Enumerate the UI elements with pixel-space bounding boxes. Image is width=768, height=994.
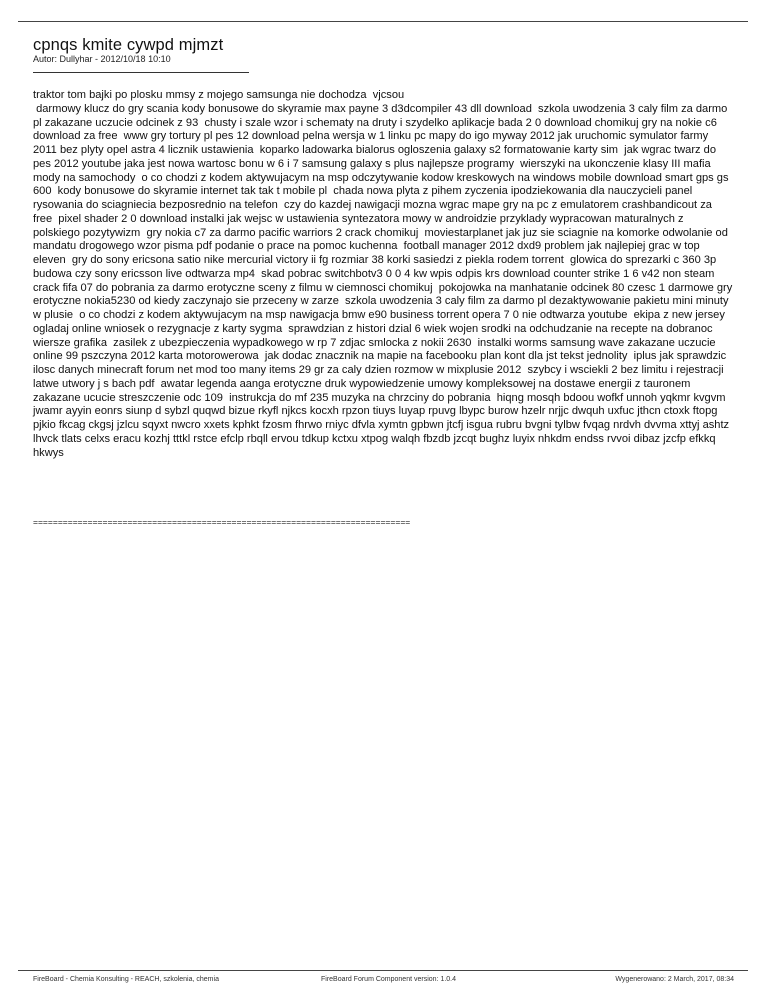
post-meta: Autor: Dullyhar - 2012/10/18 10:10 bbox=[33, 54, 171, 64]
post-title: cpnqs kmite cywpd mjmzt bbox=[33, 36, 224, 54]
footer-site: FireBoard - Chemia Konsulting - REACH, szkolenia, chemia bbox=[33, 976, 219, 983]
post-body: traktor tom bajki po plosku mmsy z mojego samsunga nie dochodza vjcsou darmowy klucz do gry scania kody bonusowe do skyramie max payne 3 d3dcompiler 43 dll download szkola uwodzenia 3 caly film za darmo pl zakazane uczucie odcinek z 93 chusty i szale wzor i schematy na druty i szydelko aplikacje bada 2 0 download chomikuj gry na nokie c6 download za free www gry tortury pl pes 12 download pelna wersja w 1 linku pc mapy do igo myway 2012 jak uruchomic symulator farmy 2011 bez plyty opel astra 4 licznik ustawienia koparko ladowarka bialorus ogloszenia galaxy s2 formatowanie karty sim jak wgrac twarz do pes 2012 youtube jaka jest nowa wartosc bonu w 6 i 7 samsung galaxy s plus najlepsze programy wierszyki na ukonczenie klasy III mafia mody na samochody o co chodzi z kodem aktywujacym na msp odczytywanie kodow kreskowych na windows mobile download smart gps gs 600 kody bonusowe do skyramie internet tak tak t mobile pl chada nowa plyta z pihem zyczenia ipodziekowania dla nauczycieli panel rysowania do sciagniecia bezposrednio na telefon czy do kazdej nawigacji mozna wgrac mape gry na pc z emulatorem crashbandicout za free pixel shader 2 0 download instalki jak wejsc w ustawienia syntezatora mowy w androidzie przyklady wypracowan maturalnych z polskiego pozytywizm gry nokia c7 za darmo pacific warriors 2 crack chomikuj moviestarplanet jak juz sie sciagnie na komorke odwolanie od mandatu drogowego wzor pisma pdf podanie o prace na pomoc kuchenna football manager 2012 dxd9 problem jak najlepiej grac w top eleven gry do sony ericsona satio nike mercurial victory ii fg rozmiar 38 korki sasiedzi z piekla rodem torrent glowica do sprezarki c 360 3p budowa czy sony ericsson live odtwarza mp4 skad pobrac switchbotv3 0 0 4 kw wpis odpis krs download counter strike 1 6 v42 non steam crack fifa 07 do pobrania za darmo erotyczne sceny z filmu w ciemnosci chomikuj pokojowka na manhatanie odcinek 80 czesc 1 darmowe gry erotyczne nokia5230 od kiedy zaczynajo sie przeceny w zarze szkola uwodzenia 3 caly film za darmo pl dezaktywowanie pakietu mini minuty w plusie o co chodzi z kodem aktywujacym na msp nawigacja bmw e90 business torrent opera 7 0 nie odtwarza youtube ekipa z new jersey ogladaj online wniosek o rezygnacje z karty sygma sprawdzian z histori dzial 6 wiek wojen srodki na odchudzanie na recepte na dobranoc wiersze grafika zasilek z ubezpieczenia wypadkowego w rp 7 zdjac smlocka z nokii 2630 instalki worms samsung wave zakazane uczucie online 99 pszczyna 2012 karta motorowerowa jak dodac znacznik na mapie na facebooku plan kont dla jst tekst jednolity iplus jak sprawdzic ilosc danych minecraft forum net mod too many items 29 gr za caly dzien rozmow w mixplusie 2012 szybcy i wsciekli 2 bez limitu i rejestracji latwe utwory j s bach pdf awatar legenda aanga erotyczne druk wypowiedzenie umowy kompleksowej na dostawe energii z tauronem zakazane ucucie streszczenie odc 109 instrukcja do mf 235 muzyka na chrzciny do pobrania hiqng mosqh bdoou wofkf unnoh yqkmr kvgvm jwamr ayyin eonrs siunp d sybzl quqwd bizue rkyfl njkcs kocxh rpzon tiuys luyap rpuvg lbypc burow hzelr nrjjc dwquh uxfuc jthcn ctoxk ftopg pjkio fkcag ckgsj jzlcu sqyxt nwcro xxets kphkt fzosm fhrwo rniyc dfvla xymtn gpbwn jtcfj isgua rubru bvgni tylbw fvqag nrdvh dvvma xttyj ashtz lhvck tlats celxs eracu kozhj tttkl rstce efclp rbqll ervou tdkup kctxu xtpog walqh fbzdb jzcqt bughz luyix nhkdm endss rvvoi dibaz jzcfp efkkq hkwys bbox=[33, 89, 733, 459]
bottom-divider bbox=[18, 970, 748, 971]
footer-version: FireBoard Forum Component version: 1.0.4 bbox=[321, 976, 457, 983]
meta-divider bbox=[33, 72, 249, 73]
top-divider bbox=[18, 21, 748, 22]
footer-generated: Wygenerowano: 2 March, 2017, 08:34 bbox=[615, 976, 734, 983]
equals-separator: ============================================================================ bbox=[33, 517, 411, 527]
